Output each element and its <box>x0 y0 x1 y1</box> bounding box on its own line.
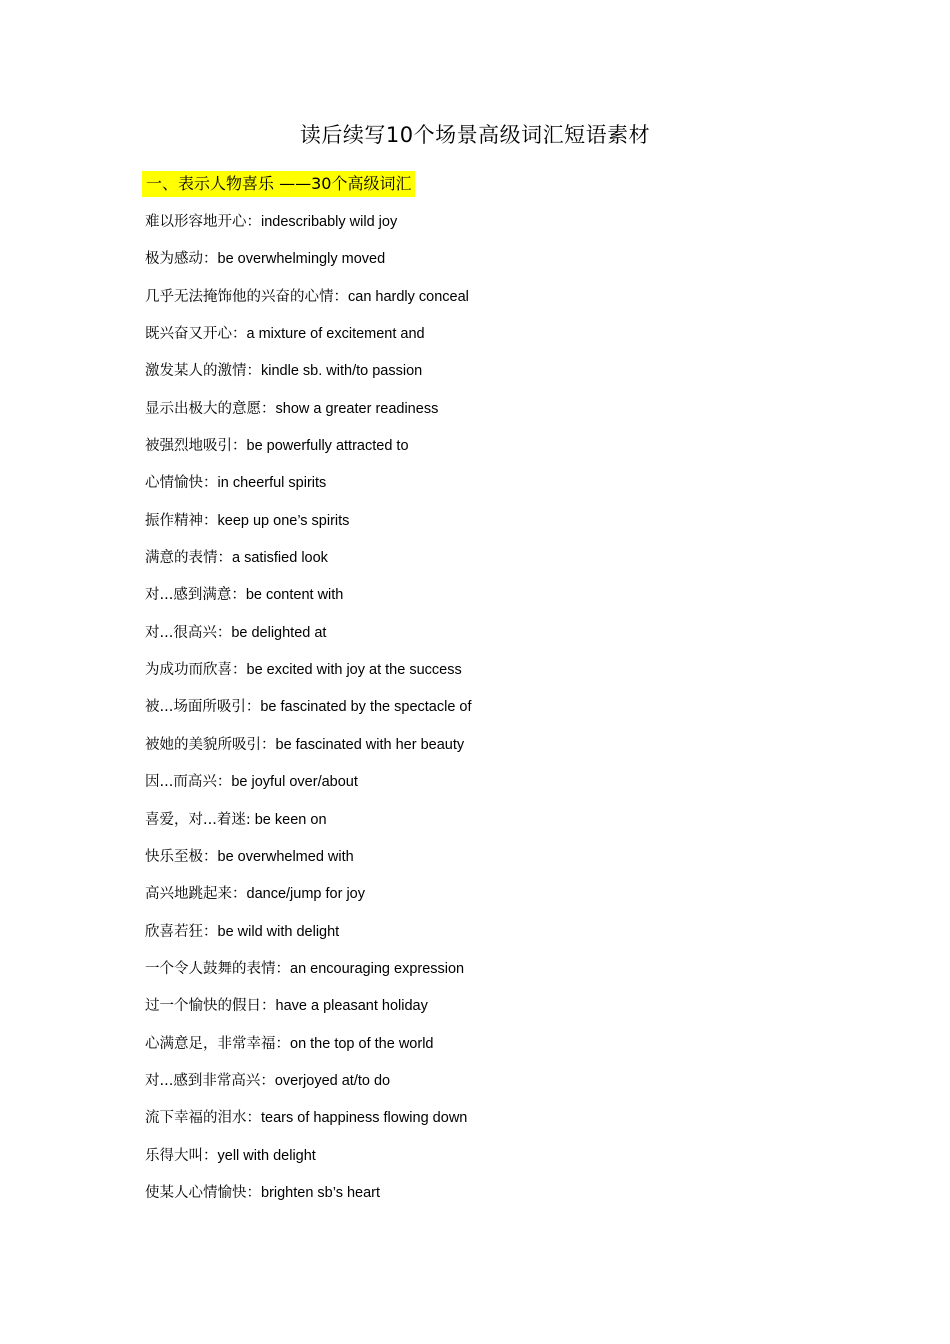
entry-chinese: 难以形容地开心： <box>145 214 261 230</box>
entry-chinese: 快乐至极： <box>145 848 218 865</box>
entry-english: brighten sb’s heart <box>261 1184 381 1201</box>
entry-english: kindle sb. with/to passion <box>261 363 423 380</box>
vocabulary-entry <box>145 842 472 879</box>
vocabulary-entry <box>145 207 472 244</box>
entry-chinese: 极为感动： <box>145 251 218 268</box>
entry-english: be joyful over/about <box>231 774 358 791</box>
vocabulary-entry <box>145 543 472 580</box>
vocabulary-entry <box>145 244 472 281</box>
vocabulary-entry <box>145 394 472 431</box>
vocabulary-entry <box>145 356 472 393</box>
entry-english: be keen on <box>250 811 327 828</box>
entry-english: on the top of the world <box>290 1035 434 1052</box>
entry-chinese: 心情愉快： <box>145 475 218 492</box>
entry-english: a satisfied look <box>232 550 328 567</box>
entry-english: be overwhelmingly moved <box>217 251 386 268</box>
entry-english: yell with delight <box>217 1147 316 1164</box>
vocabulary-entry <box>145 431 472 468</box>
vocabulary-entry <box>145 1178 472 1215</box>
entry-chinese: 既兴奋又开心： <box>145 326 247 343</box>
entry-chinese: 乐得大叫： <box>145 1147 218 1164</box>
vocabulary-entry <box>145 767 472 804</box>
entry-chinese: 激发某人的激情： <box>145 363 261 380</box>
entry-english: overjoyed at/to do <box>274 1072 391 1089</box>
entry-chinese: 振作精神： <box>145 512 218 529</box>
entry-english: in cheerful spirits <box>217 475 327 492</box>
vocabulary-entry <box>145 468 472 505</box>
entry-chinese: 因...而高兴： <box>145 774 232 791</box>
entry-english: be content with <box>245 587 344 604</box>
entry-english: dance/jump for joy <box>246 886 365 903</box>
vocabulary-entry <box>145 1066 472 1103</box>
document-title: 读后续写10个场景高级词汇短语素材 <box>299 123 651 147</box>
entry-english: indescribably wild joy <box>261 214 398 230</box>
entry-english: be fascinated by the spectacle of <box>260 699 472 716</box>
entry-english: be powerfully attracted to <box>246 438 409 455</box>
entry-chinese: 显示出极大的意愿： <box>145 400 276 417</box>
vocabulary-entry <box>145 1141 472 1178</box>
entry-english: be overwhelmed with <box>217 848 354 865</box>
entry-chinese: 对...感到非常高兴： <box>145 1072 275 1089</box>
entry-chinese: 喜爱，对...着迷: <box>145 811 251 828</box>
entry-chinese: 满意的表情： <box>145 550 232 567</box>
vocabulary-entry <box>145 991 472 1028</box>
vocabulary-entry <box>145 1103 472 1140</box>
entry-english: have a pleasant holiday <box>275 998 428 1015</box>
entry-english: can hardly conceal <box>348 288 469 305</box>
entry-english: be excited with joy at the success <box>246 662 462 679</box>
vocabulary-entry <box>145 730 472 767</box>
vocabulary-entry <box>145 1029 472 1066</box>
entry-english: keep up one’s spirits <box>217 512 350 529</box>
entry-chinese: 心满意足，非常幸福： <box>145 1035 290 1052</box>
vocabulary-entry <box>145 282 472 319</box>
vocabulary-entry <box>145 655 472 692</box>
entry-english: be fascinated with her beauty <box>275 736 465 753</box>
vocabulary-list <box>145 207 472 1215</box>
entry-chinese: 被强烈地吸引： <box>145 438 247 455</box>
entry-chinese: 几乎无法掩饰他的兴奋的心情： <box>145 288 348 305</box>
vocabulary-entry <box>145 692 472 729</box>
entry-chinese: 高兴地跳起来： <box>145 886 247 903</box>
entry-english: an encouraging expression <box>290 960 465 977</box>
section-heading: 一、表示人物喜乐 ——30个高级词汇 <box>142 171 415 197</box>
entry-chinese: 为成功而欣喜： <box>145 662 247 679</box>
vocabulary-entry <box>145 319 472 356</box>
entry-chinese: 对...感到满意： <box>145 587 246 604</box>
entry-chinese: 一个令人鼓舞的表情： <box>145 960 290 977</box>
entry-english: be delighted at <box>231 624 327 641</box>
entry-chinese: 使某人心情愉快： <box>145 1184 261 1201</box>
entry-chinese: 欣喜若狂： <box>145 923 218 940</box>
entry-chinese: 对...很高兴： <box>145 624 232 641</box>
vocabulary-entry <box>145 580 472 617</box>
entry-english: show a greater readiness <box>275 400 439 417</box>
entry-chinese: 被...场面所吸引： <box>145 699 261 716</box>
vocabulary-entry <box>145 506 472 543</box>
entry-english: a mixture of excitement and <box>246 326 425 343</box>
vocabulary-entry <box>145 879 472 916</box>
entry-english: tears of happiness flowing down <box>261 1110 468 1127</box>
vocabulary-entry <box>145 618 472 655</box>
vocabulary-entry <box>145 805 472 842</box>
entry-chinese: 过一个愉快的假日： <box>145 998 276 1015</box>
entry-english: be wild with delight <box>217 923 340 940</box>
entry-chinese: 流下幸福的泪水： <box>145 1110 261 1127</box>
vocabulary-entry <box>145 954 472 991</box>
vocabulary-entry <box>145 917 472 954</box>
entry-chinese: 被她的美貌所吸引： <box>145 736 276 753</box>
